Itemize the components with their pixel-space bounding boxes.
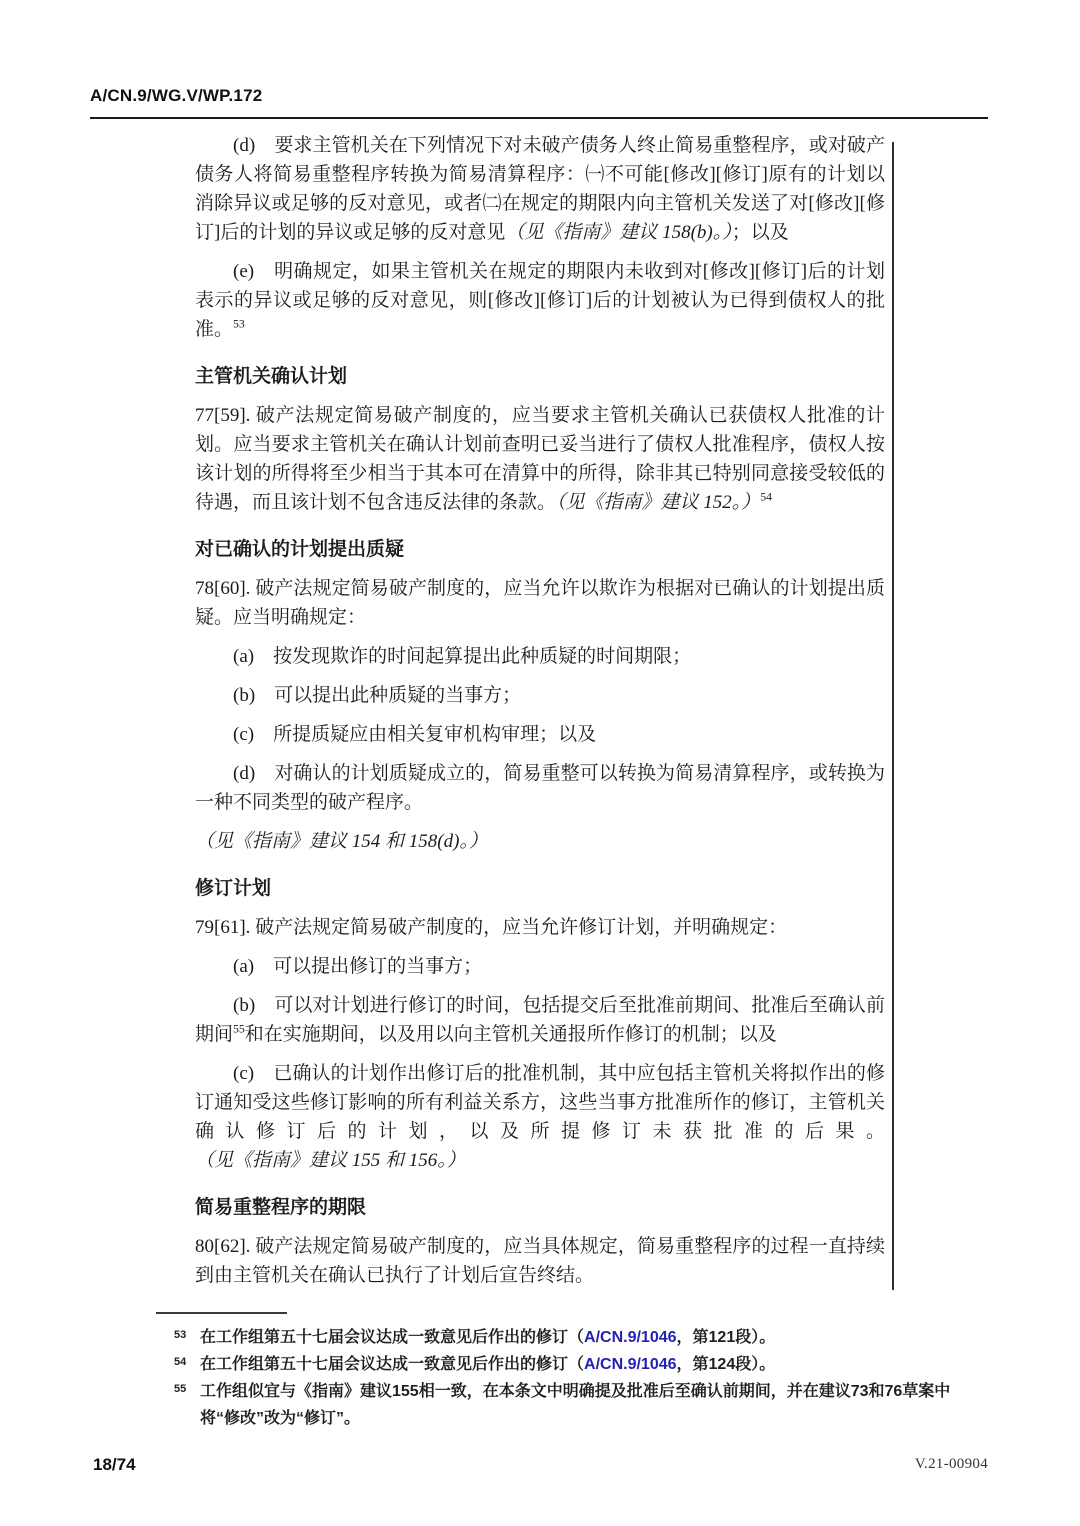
footnote [156, 1324, 956, 1351]
section-heading [195, 874, 885, 903]
page-number: 18/74 [93, 1455, 136, 1474]
list-item-paragraph [195, 720, 885, 749]
document-body [195, 131, 885, 1300]
footnote-list [156, 1324, 956, 1432]
text-run: 简易重整程序的期限 [195, 1197, 367, 1218]
section-heading [195, 362, 885, 391]
text-run: 和在实施期间，以及用以向主管机关通报所作修订的机制；以及 [244, 1024, 777, 1045]
citation-line [195, 827, 885, 856]
text-run: 主管机关确认计划 [195, 366, 348, 387]
footnote-number: 54 [174, 1356, 187, 1368]
text-run: (d) 要求主管机关在下列情况下对未破产债务人终止简易重整程序，或对破产债务人将简易重整程序转换为简易清算程序：㈠不可能[修改][修订]原有的计划以消除异议或足够的反对意见，或者㈡在规定的期限内向主管机关发送了对[修改][修订]后的计划的异议或足够的反对意见 [195, 135, 885, 243]
list-item-paragraph [195, 681, 885, 710]
text-run: (b) 可以对计划进行修订的时间，包括提交后至批准前期间、批准后至确认前期间 [195, 995, 885, 1045]
list-item-paragraph [195, 257, 885, 344]
text-run: (e) 明确规定，如果主管机关在规定的期限内未收到对[修改][修订]后的计划表示的异议或足够的反对意见，则[修改][修订]后的计划被认为已得到债权人的批准。 [195, 261, 885, 340]
list-item-paragraph [195, 1059, 885, 1175]
text-run: (a) 按发现欺诈的时间起算提出此种质疑的时间期限； [233, 646, 692, 667]
list-item-paragraph [195, 759, 885, 817]
text-run: 工作组似宜与《指南》建议155相一致，在本条文中明确提及批准后至确认前期间，并在建议73和76草案中将“修改”改为“修订”。 [200, 1383, 951, 1427]
guide-citation: （见《指南》建议 152。） [556, 492, 761, 513]
text-run: ，第124段）。 [676, 1356, 776, 1373]
guide-citation: （见《指南》建议 158(b)。） [505, 222, 732, 243]
document-code: V.21-00904 [914, 1456, 988, 1472]
footnote-number: 55 [174, 1383, 187, 1395]
footnote [156, 1351, 956, 1378]
footnote-separator [156, 1312, 287, 1314]
revision-change-bar [892, 142, 894, 1290]
guide-citation: （见《指南》建议 155 和 156。） [195, 1150, 466, 1171]
list-item-paragraph [195, 991, 885, 1049]
section-heading [195, 535, 885, 564]
text-run: 修订计划 [195, 878, 272, 899]
body-paragraph [195, 1232, 885, 1290]
footnote-reference: 53 [233, 317, 245, 331]
list-item-paragraph [195, 131, 885, 247]
footnote [156, 1378, 956, 1432]
document-reference-link[interactable]: A/CN.9/1046 [584, 1329, 677, 1346]
text-run: (b) 可以提出此种质疑的当事方； [233, 685, 522, 706]
text-run: (c) 所提质疑应由相关复审机构审理；以及 [233, 724, 597, 745]
body-paragraph [195, 574, 885, 632]
document-symbol: A/CN.9/WG.V/WP.172 [90, 86, 263, 105]
text-run: 80[62]. 破产法规定简易破产制度的，应当具体规定，简易重整程序的过程一直持续到由主管机关在确认已执行了计划后宣告终结。 [195, 1236, 885, 1286]
list-item-paragraph [195, 952, 885, 981]
list-item-paragraph [195, 642, 885, 671]
footnote-reference: 54 [760, 490, 773, 504]
footnotes-section [156, 1300, 956, 1432]
text-run: ；以及 [731, 222, 789, 243]
guide-citation: （见《指南》建议 154 和 158(d)。） [195, 831, 488, 852]
text-run: 对已确认的计划提出质疑 [195, 539, 405, 560]
section-heading [195, 1193, 885, 1222]
body-paragraph [195, 913, 885, 942]
text-run: 78[60]. 破产法规定简易破产制度的，应当允许以欺诈为根据对已确认的计划提出质疑。应当明确规定： [195, 578, 885, 628]
text-run: (a) 可以提出修订的当事方； [233, 956, 483, 977]
footnote-reference: 55 [233, 1022, 245, 1036]
footnote-number: 53 [174, 1329, 187, 1341]
document-reference-link[interactable]: A/CN.9/1046 [584, 1356, 677, 1373]
text-run: 在工作组第五十七届会议达成一致意见后作出的修订（ [200, 1356, 585, 1373]
text-run: 79[61]. 破产法规定简易破产制度的，应当允许修订计划，并明确规定： [195, 917, 788, 938]
text-run: (c) 已确认的计划作出修订后的批准机制，其中应包括主管机关将拟作出的修订通知受这些修订影响的所有利益关系方，这些当事方批准所作的修订，主管机关确认修订后的计划，以及所提修订未获批准的后果。 [195, 1063, 885, 1142]
text-run: (d) 对确认的计划质疑成立的，简易重整可以转换为简易清算程序，或转换为一种不同类型的破产程序。 [195, 763, 885, 813]
body-paragraph [195, 401, 885, 517]
header-rule [90, 117, 988, 119]
text-run: ，第121段）。 [676, 1329, 776, 1346]
text-run: 77[59]. 破产法规定简易破产制度的，应当要求主管机关确认已获债权人批准的计划。应当要求主管机关在确认计划前查明已妥当进行了债权人批准程序，债权人按该计划的所得将至少相当于其本可在清算中的所得，除非其已特别同意接受较低的待遇，而且该计划不包含违反法律的条款。 [195, 405, 885, 513]
text-run: 在工作组第五十七届会议达成一致意见后作出的修订（ [200, 1329, 585, 1346]
